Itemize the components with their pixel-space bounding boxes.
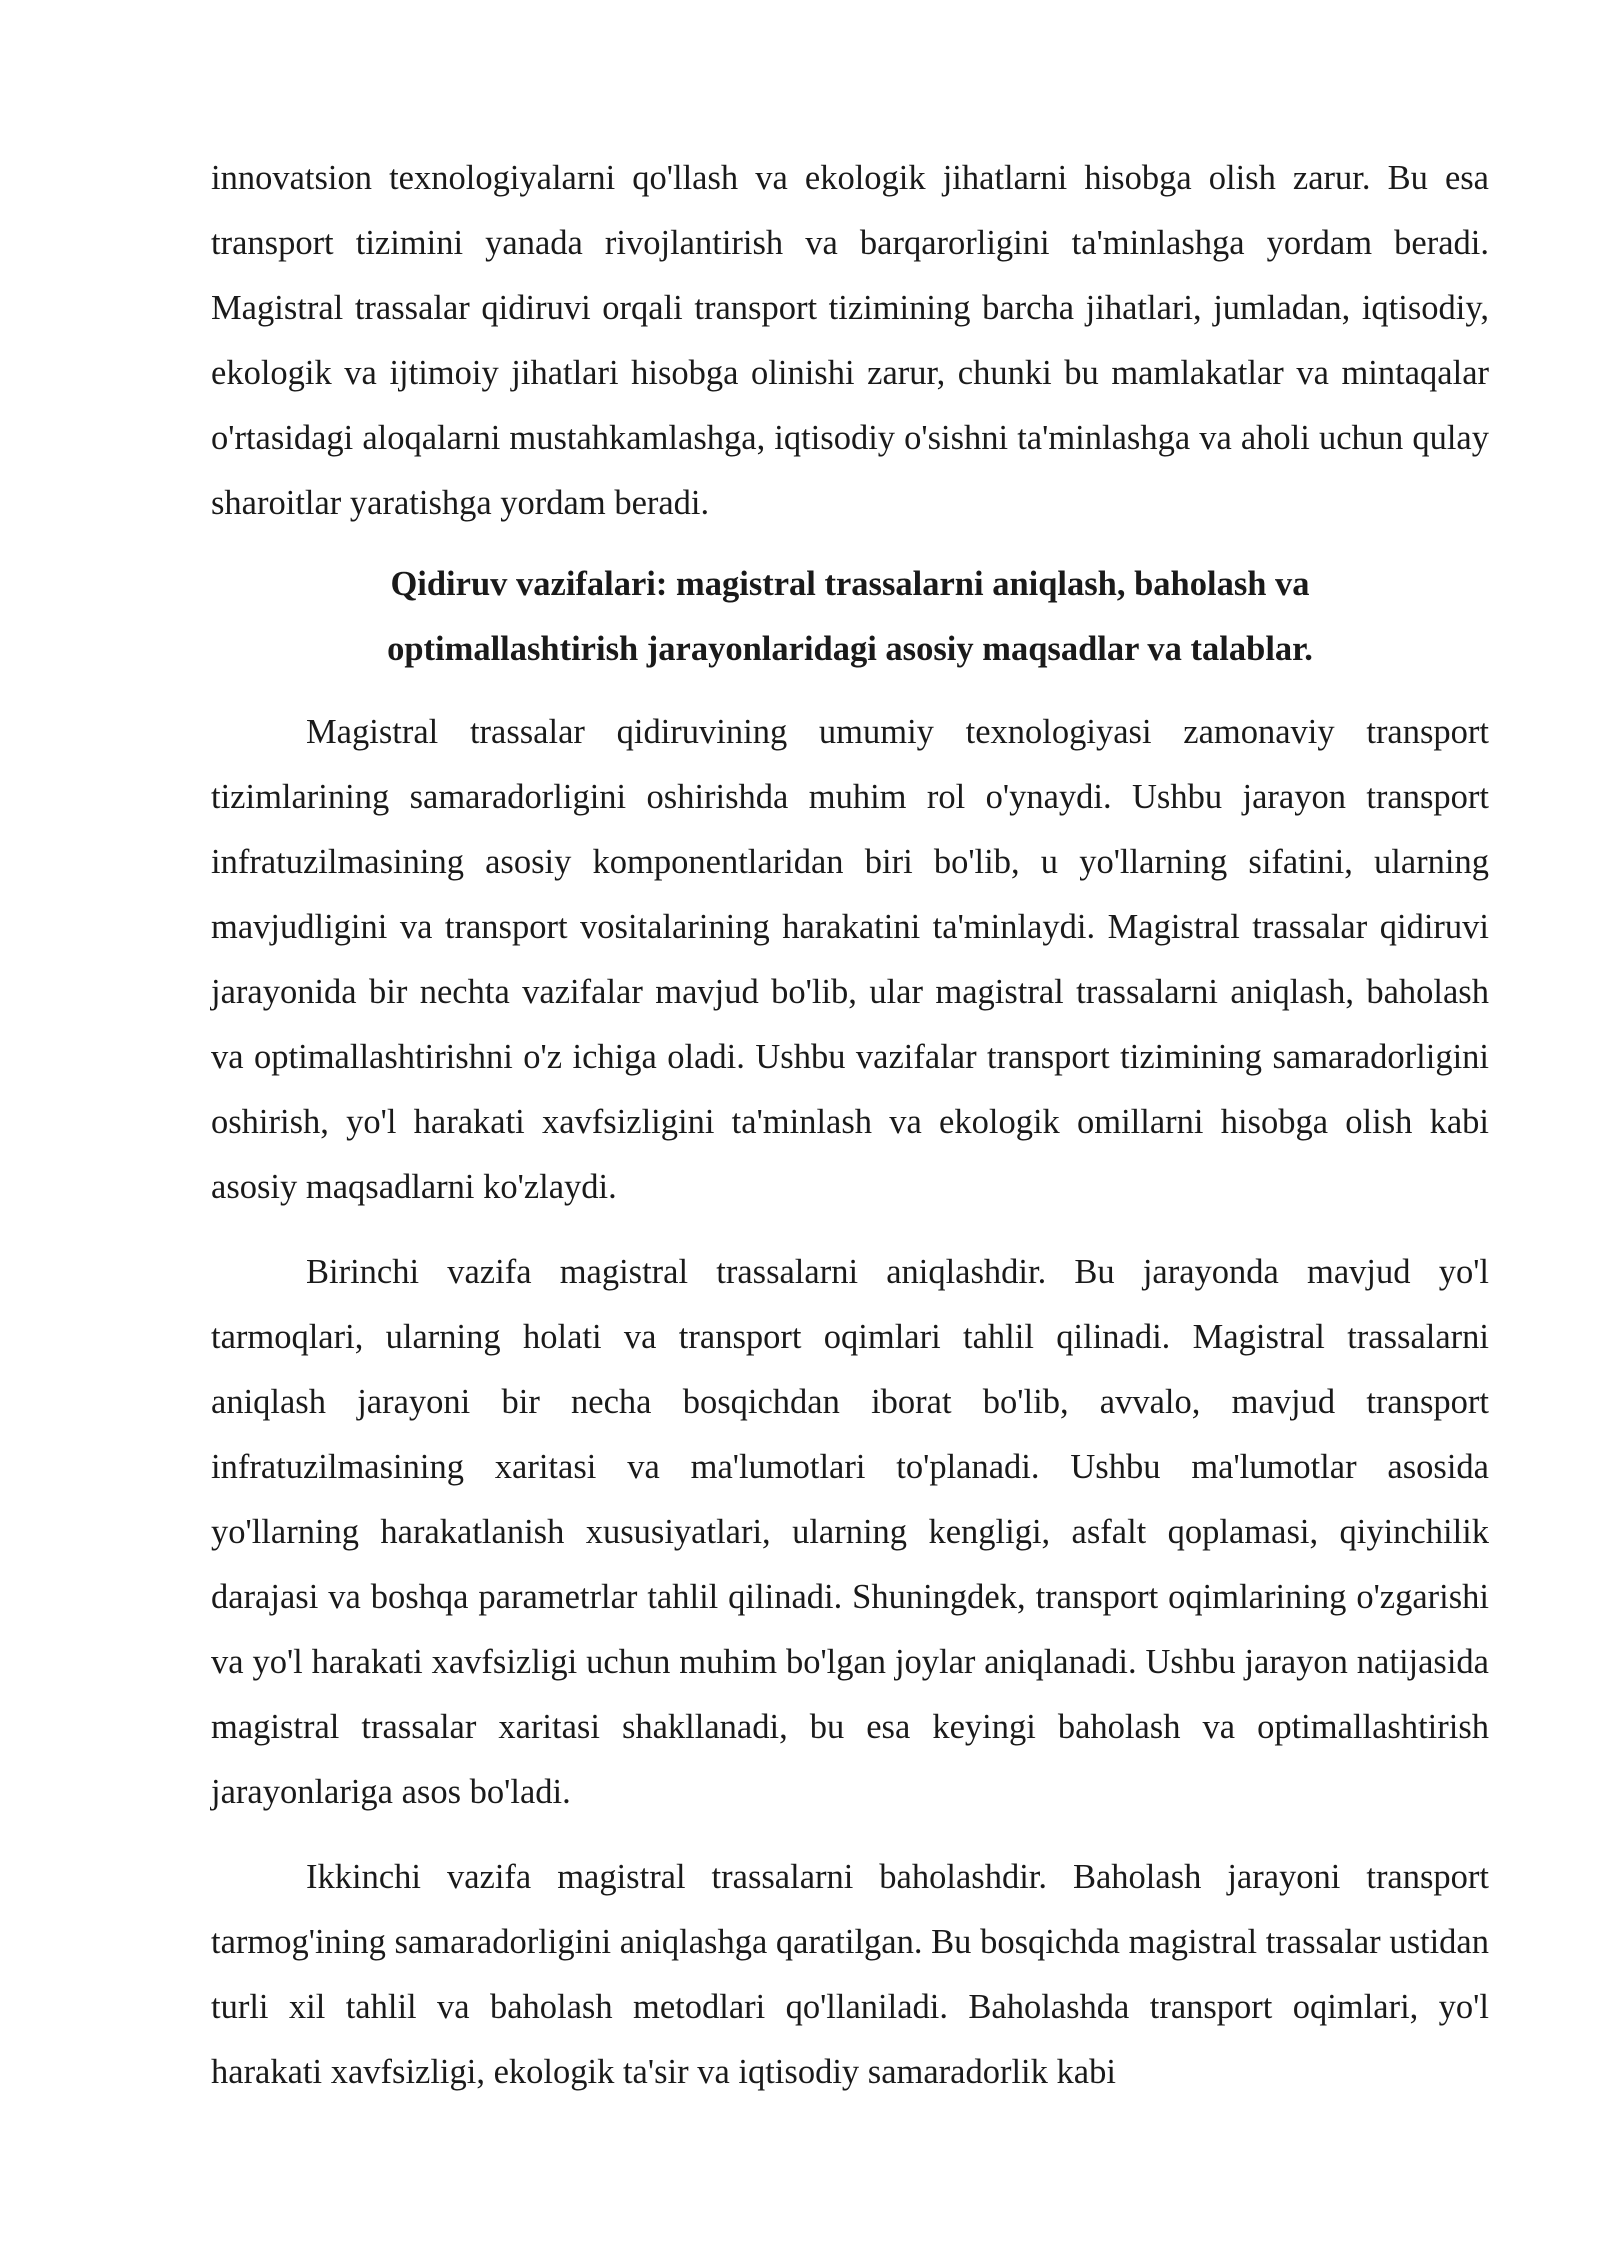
paragraph-intro-continued: innovatsion texnologiyalarni qo'llash va ekologik jihatlarni hisobga olish zarur. Bu esa transport tizimini yanada rivojlantirish va barqarorligini ta'minlashga yordam beradi. Magistral trassalar qidiruvi orqali transport tizimining barcha jihatlari, jumladan, iqtisodiy, ekologik va ijtimoiy jihatlari hisobga olinishi zarur, chunki bu mamlakatlar va mintaqalar o'rtasidagi aloqalarni mustahkamlashga, iqtisodiy o'sishni ta'minlashga va aholi uchun qulay sharoitlar yaratishga yordam beradi. (211, 159, 1489, 522)
paragraph-second-task: Ikkinchi vazifa magistral trassalarni baholashdir. Baholash jarayoni transport tarmog'ining samaradorligini aniqlashga qaratilgan. Bu bosqichda magistral trassalar ustidan turli xil tahlil va baholash metodlari qo'llaniladi. Baholashda transport oqimlari, yo'l harakati xavfsizligi, ekologik ta'sir va iqtisodiy samaradorlik kabi (211, 1858, 1489, 2091)
section-heading: Qidiruv vazifalari: magistral trassalarni aniqlash, baholash va optimallashtirish jarayonlaridagi asosiy maqsadlar va talablar. (387, 565, 1313, 668)
paragraph-first-task: Birinchi vazifa magistral trassalarni aniqlashdir. Bu jarayonda mavjud yo'l tarmoqlari, ularning holati va transport oqimlari tahlil qilinadi. Magistral trassalarni aniqlash jarayoni bir necha bosqichdan iborat bo'lib, avvalo, mavjud transport infratuzilmasining xaritasi va ma'lumotlari to'planadi. Ushbu ma'lumotlar asosida yo'llarning harakatlanish xususiyatlari, ularning kengligi, asfalt qoplamasi, qiyinchilik darajasi va boshqa parametrlar tahlil qilinadi. Shuningdek, transport oqimlarining o'zgarishi va yo'l harakati xavfsizligi uchun muhim bo'lgan joylar aniqlanadi. Ushbu jarayon natijasida magistral trassalar xaritasi shakllanadi, bu esa keyingi baholash va optimallashtirish jarayonlariga asos bo'ladi. (211, 1253, 1489, 1811)
paragraph-overview: Magistral trassalar qidiruvining umumiy texnologiyasi zamonaviy transport tizimlarining samaradorligini oshirishda muhim rol o'ynaydi. Ushbu jarayon transport infratuzilmasining asosiy komponentlaridan biri bo'lib, u yo'llarning sifatini, ularning mavjudligini va transport vositalarining harakatini ta'minlaydi. Magistral trassalar qidiruvi jarayonida bir nechta vazifalar mavjud bo'lib, ular magistral trassalarni aniqlash, baholash va optimallashtirishni o'z ichiga oladi. Ushbu vazifalar transport tizimining samaradorligini oshirish, yo'l harakati xavfsizligini ta'minlash va ekologik omillarni hisobga olish kabi asosiy maqsadlarni ko'zlaydi. (211, 713, 1489, 1206)
document-page (211, 146, 1489, 2105)
